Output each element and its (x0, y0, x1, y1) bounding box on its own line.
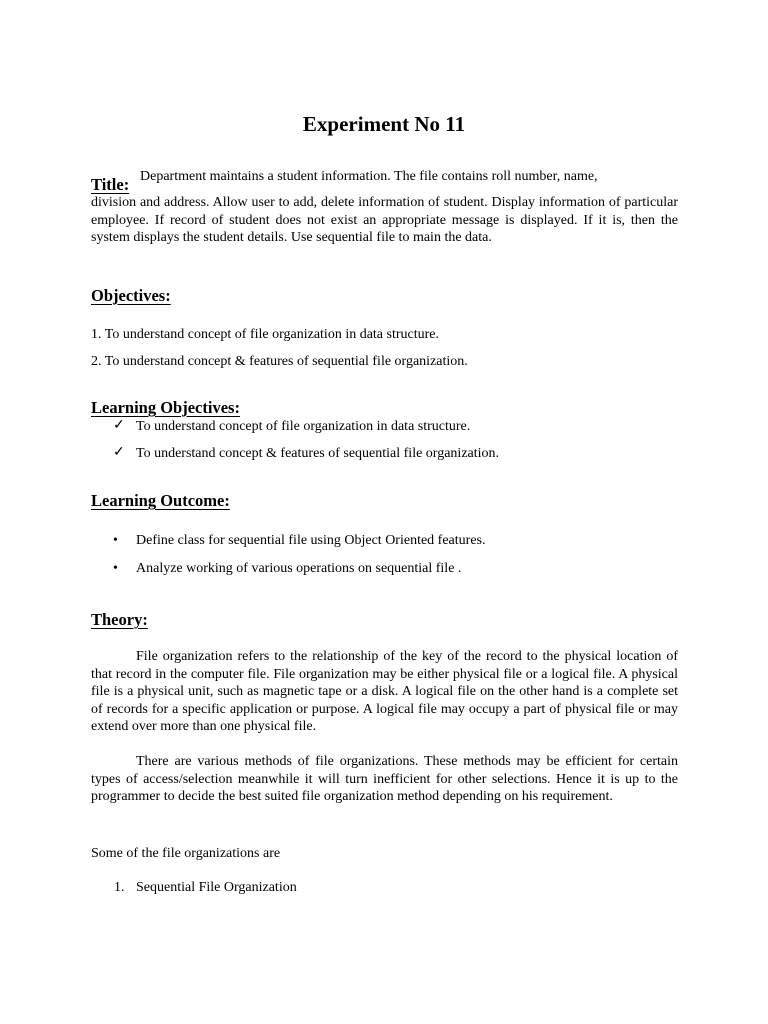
learning-objectives-heading: Learning Objectives: (91, 398, 240, 417)
checkmark-icon: ✓ (113, 418, 125, 433)
theory-intro-line: Some of the file organizations are (91, 846, 281, 861)
bullet-icon: • (113, 561, 118, 576)
learning-outcome-item-2: Analyze working of various operations on sequential file . (136, 561, 462, 576)
objectives-heading: Objectives: (91, 286, 171, 305)
theory-paragraph-2-text: There are various methods of file organizations. These methods may be efficient for certain types of access/selection meanwhile it will turn inefficient for other selections. Hence it is up to the programmer to decide the best suited file organization method depending on his requirement. (91, 754, 678, 804)
learning-outcome-heading: Learning Outcome: (91, 491, 230, 510)
objective-item-2: 2. To understand concept & features of sequential file organization. (91, 354, 468, 369)
page-title: Experiment No 11 (302, 112, 466, 136)
learning-objective-item-2: To understand concept & features of sequential file organization. (136, 446, 500, 461)
title-first-line: Department maintains a student information. The file contains roll number, name, (140, 169, 598, 184)
bullet-icon: • (113, 533, 118, 548)
theory-paragraph-2 (91, 753, 678, 806)
title-label: Title: (91, 175, 130, 194)
list-number: 1. (114, 880, 125, 895)
checkmark-icon: ✓ (113, 445, 125, 460)
list-item-sequential: Sequential File Organization (136, 880, 297, 895)
learning-outcome-item-1: Define class for sequential file using Object Oriented features. (136, 533, 486, 548)
theory-paragraph-1 (91, 648, 678, 736)
theory-paragraph-1-text: File organization refers to the relationship of the key of the record to the physical location of that record in the computer file. File organization may be either physical file or a logical file. A physical file is a physical unit, such as magnetic tape or a disk. A logical file on the other hand is a complete set of records for a specific application or purpose. A logical file may occupy a part of physical file or may extend over more than one physical file. (91, 649, 678, 734)
title-body: division and address. Allow user to add, delete information of student. Display information of particular employee. If record of student does not exist an appropriate message is displayed. If it is, then the system displays the student details. Use sequential file to main the data. (91, 195, 678, 245)
theory-heading: Theory: (91, 610, 148, 629)
learning-objective-item-1: To understand concept of file organization in data structure. (136, 419, 471, 434)
objective-item-1: 1. To understand concept of file organization in data structure. (91, 327, 440, 342)
